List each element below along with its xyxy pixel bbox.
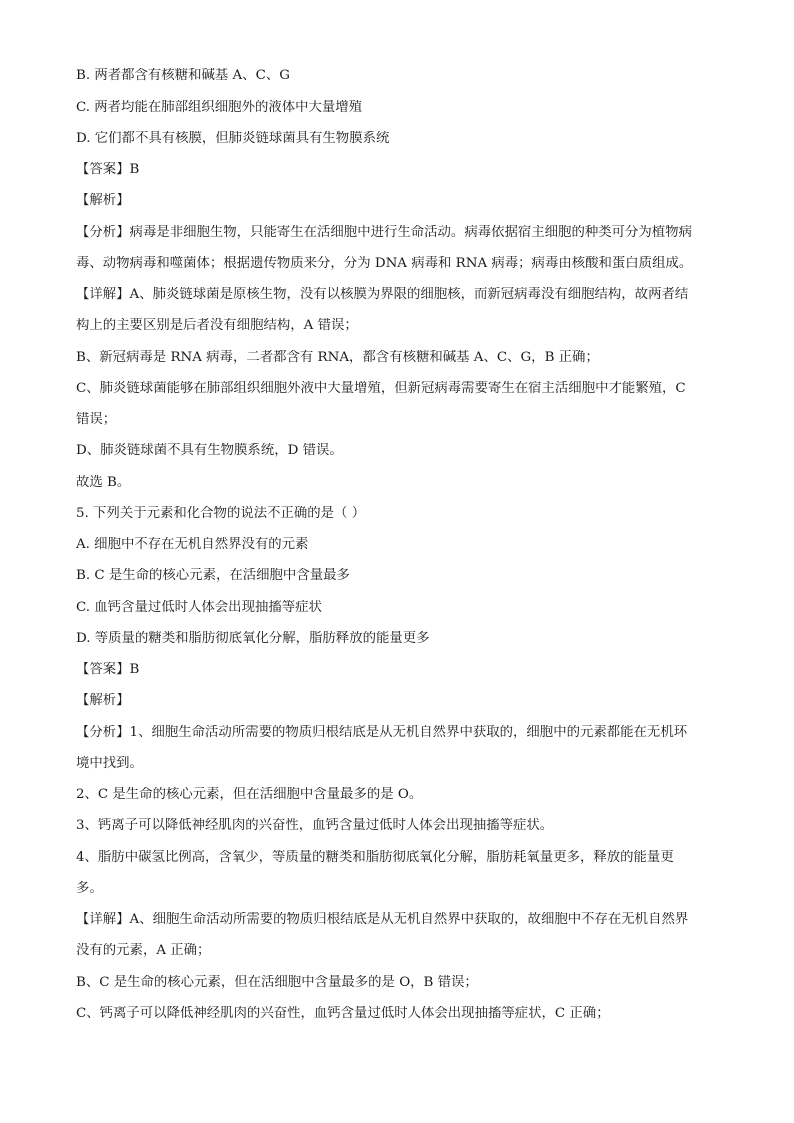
answer-label: 【答案】B <box>76 162 140 177</box>
detail-text-line: B、新冠病毒是 RNA 病毒，二者都含有 RNA，都含有核糖和碱基 A、C、G，B 正确； <box>76 350 599 365</box>
option-d-line: D. 等质量的糖类和脂肪彻底氧化分解，脂肪释放的能量更多 <box>76 631 430 646</box>
detail-text-line: 错误； <box>76 412 117 427</box>
analysis-text-line: 【分析】1、细胞生命活动所需要的物质归根结底是从无机自然界中获取的，细胞中的元素都能在无机环 <box>76 725 688 740</box>
detail-text-line: C、钙离子可以降低神经肌肉的兴奋性，血钙含量过低时人体会出现抽搐等症状，C 正确； <box>76 1006 610 1021</box>
question-5-stem: 5. 下列关于元素和化合物的说法不正确的是（ ） <box>76 506 366 521</box>
detail-text-line: 【详解】A、细胞生命活动所需要的物质归根结底是从无机自然界中获取的，故细胞中不存在无机自然界 <box>76 912 689 927</box>
analysis-label: 【解析】 <box>76 693 130 708</box>
analysis-point-line: 多。 <box>76 881 103 896</box>
detail-text-line: 没有的元素，A 正确； <box>76 943 211 958</box>
option-a-line: A. 细胞中不存在无机自然界没有的元素 <box>76 537 309 552</box>
answer-label: 【答案】B <box>76 662 140 677</box>
analysis-point-line: 2、C 是生命的核心元素，但在活细胞中含量最多的是 O。 <box>76 787 423 802</box>
detail-text-line: C、肺炎链球菌能够在肺部组织细胞外液中大量增殖，但新冠病毒需要寄生在宿主活细胞中才能繁殖，C <box>76 381 686 396</box>
analysis-text-line: 境中找到。 <box>76 756 143 771</box>
analysis-point-line: 3、钙离子可以降低神经肌肉的兴奋性，血钙含量过低时人体会出现抽搐等症状。 <box>76 818 554 833</box>
detail-text-line: B、C 是生命的核心元素，但在活细胞中含量最多的是 O，B 错误； <box>76 975 478 990</box>
detail-text-line: 构上的主要区别是后者没有细胞结构，A 错误； <box>76 318 358 333</box>
option-b-line: B. C 是生命的核心元素，在活细胞中含量最多 <box>76 568 350 583</box>
analysis-label: 【解析】 <box>76 193 130 208</box>
analysis-point-line: 4、脂肪中碳氢比例高，含氧少，等质量的糖类和脂肪彻底氧化分解，脂肪耗氧量更多，释放的能量更 <box>76 850 674 865</box>
detail-text-line: D、肺炎链球菌不具有生物膜系统，D 错误。 <box>76 443 343 458</box>
conclusion-line: 故选 B。 <box>76 475 131 490</box>
option-c-line: C. 血钙含量过低时人体会出现抽搐等症状 <box>76 600 322 615</box>
option-c-line: C. 两者均能在肺部组织细胞外的液体中大量增殖 <box>76 100 363 115</box>
detail-text-line: 【详解】A、肺炎链球菌是原核生物，没有以核膜为界限的细胞核，而新冠病毒没有细胞结构，故两者结 <box>76 287 689 302</box>
analysis-text-line: 毒、动物病毒和噬菌体；根据遗传物质来分，分为 DNA 病毒和 RNA 病毒；病毒由核酸和蛋白质组成。 <box>76 256 693 271</box>
analysis-text-line: 【分析】病毒是非细胞生物，只能寄生在活细胞中进行生命活动。病毒依据宿主细胞的种类可分为植物病 <box>76 225 692 240</box>
option-d-line: D. 它们都不具有核膜，但肺炎链球菌具有生物膜系统 <box>76 131 390 146</box>
option-b-line: B. 两者都含有核糖和碱基 A、C、G <box>76 68 290 83</box>
